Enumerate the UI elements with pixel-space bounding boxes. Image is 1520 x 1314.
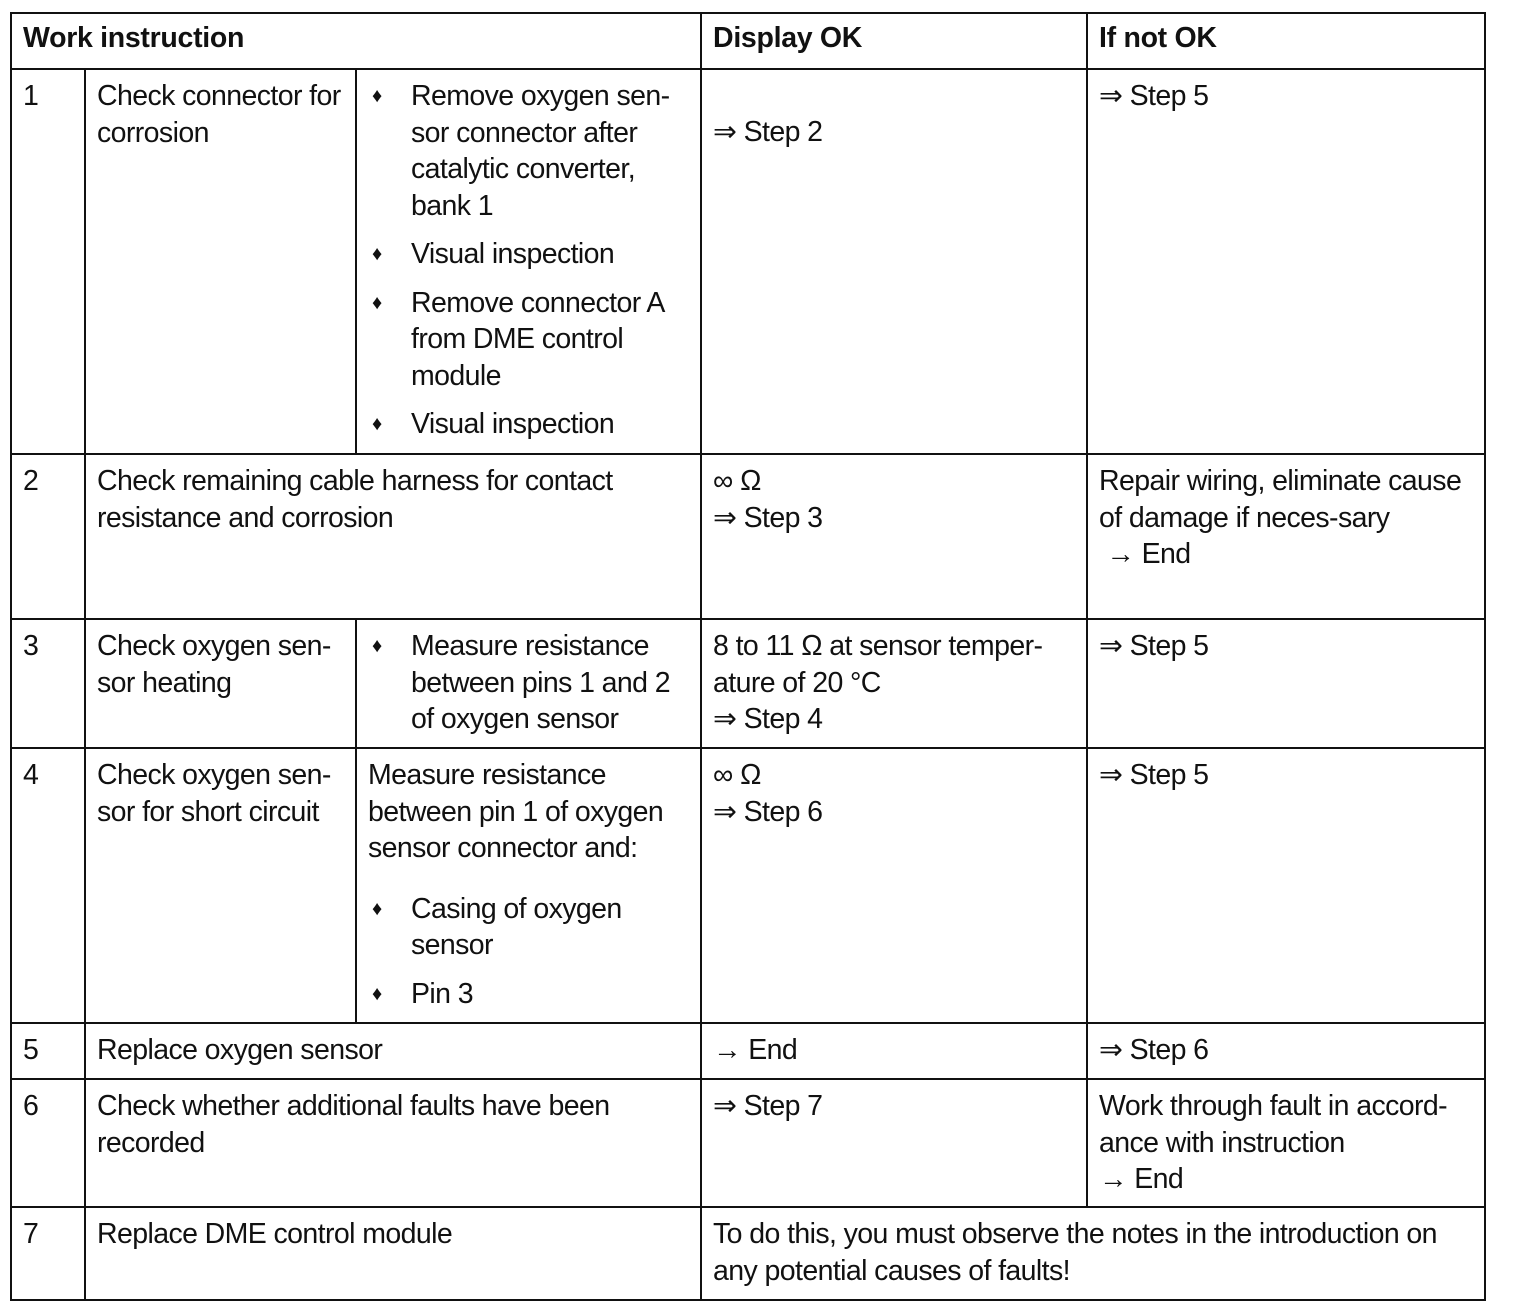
step-note: To do this, you must observe the notes in the introduction on any potential causes of faults! <box>701 1207 1485 1300</box>
if-not-ok-cell: ⇒ Step 5 <box>1087 748 1485 1023</box>
list-item <box>368 78 690 224</box>
table-row <box>11 1207 1485 1300</box>
table-row <box>11 748 1485 1023</box>
display-ok-text: ⇒ Step 4 <box>713 703 823 735</box>
bullet-icon: ♦ <box>372 291 382 314</box>
table-row <box>11 619 1485 748</box>
header-display-ok: Display OK <box>701 13 1087 69</box>
step-number: 5 <box>11 1023 85 1079</box>
header-work-instruction: Work instruction <box>11 13 701 69</box>
if-not-ok-text: Work through fault in accord-ance with instruction <box>1099 1090 1448 1159</box>
list-item-text: Remove connector A from DME control module <box>411 286 664 392</box>
step-number: 2 <box>11 454 85 619</box>
list-item <box>368 976 690 1013</box>
step-action: Check oxygen sen-sor for short circuit <box>85 748 356 1023</box>
bullet-icon: ♦ <box>372 413 382 435</box>
list-item <box>368 891 690 964</box>
step-number: 3 <box>11 619 85 748</box>
list-item-text: Remove oxygen sen-sor connector after catalytic converter, bank 1 <box>411 80 670 222</box>
step-number: 6 <box>11 1079 85 1207</box>
display-ok-cell <box>701 69 1087 454</box>
step-action: Check remaining cable harness for contact resistance and corrosion <box>85 454 701 619</box>
step-action: Check whether additional faults have been recorded <box>85 1079 701 1207</box>
bullet-icon: ♦ <box>372 85 382 107</box>
if-not-ok-cell <box>1087 454 1485 619</box>
step-action: Check connector for corrosion <box>85 69 356 454</box>
display-ok-cell: → End <box>701 1023 1087 1079</box>
display-ok-cell <box>701 748 1087 1023</box>
display-ok-text: ∞ Ω <box>713 465 761 497</box>
if-not-ok-cell: ⇒ Step 5 <box>1087 69 1485 454</box>
display-ok-text: ∞ Ω <box>713 759 761 791</box>
step-number: 1 <box>11 69 85 454</box>
table-row <box>11 454 1485 619</box>
display-ok-text: ⇒ Step 6 <box>713 795 823 828</box>
bullet-icon: ♦ <box>372 897 382 920</box>
display-ok-text: ⇒ Step 3 <box>713 501 823 534</box>
list-item <box>368 285 690 395</box>
step-action: Replace oxygen sensor <box>85 1023 701 1079</box>
table-row <box>11 1079 1485 1207</box>
list-item-text: Measure resistance between pins 1 and 2 of oxygen sensor <box>411 630 670 735</box>
display-ok-cell <box>701 454 1087 619</box>
bullet-icon: ♦ <box>372 243 382 265</box>
step-instructions <box>356 619 701 748</box>
if-not-ok-cell: ⇒ Step 6 <box>1087 1023 1485 1079</box>
if-not-ok-text: → End <box>1099 1163 1184 1195</box>
list-item <box>368 628 690 738</box>
display-ok-text: ⇒ Step 2 <box>713 116 823 148</box>
instruction-intro: Measure resistance between pin 1 of oxygen sensor connector and: <box>368 759 664 864</box>
display-ok-cell <box>701 619 1087 748</box>
step-instructions <box>356 748 701 1023</box>
list-item-text: Pin 3 <box>411 977 473 1010</box>
display-ok-text: 8 to 11 Ω at sensor temper-ature of 20 °C <box>713 630 1043 699</box>
if-not-ok-cell <box>1087 1079 1485 1207</box>
step-instructions <box>356 69 701 454</box>
step-number: 7 <box>11 1207 85 1300</box>
list-item-text: Casing of oxygen sensor <box>411 892 622 961</box>
table-row <box>11 69 1485 454</box>
display-ok-cell: ⇒ Step 7 <box>701 1079 1087 1207</box>
if-not-ok-text: Repair wiring, eliminate cause of damage if neces-sary <box>1099 465 1462 534</box>
list-item <box>368 406 690 443</box>
step-action: Replace DME control module <box>85 1207 701 1300</box>
list-item-text: Visual inspection <box>411 238 615 270</box>
step-action: Check oxygen sen-sor heating <box>85 619 356 748</box>
if-not-ok-text: → End <box>1099 538 1191 570</box>
work-instruction-table <box>10 12 1486 1301</box>
table-row <box>11 1023 1485 1079</box>
if-not-ok-cell: ⇒ Step 5 <box>1087 619 1485 748</box>
table-header-row <box>11 13 1485 69</box>
list-item-text: Visual inspection <box>411 408 615 440</box>
bullet-icon: ♦ <box>372 635 382 657</box>
step-number: 4 <box>11 748 85 1023</box>
list-item <box>368 236 690 273</box>
header-if-not-ok: If not OK <box>1087 13 1485 69</box>
bullet-icon: ♦ <box>372 982 382 1005</box>
